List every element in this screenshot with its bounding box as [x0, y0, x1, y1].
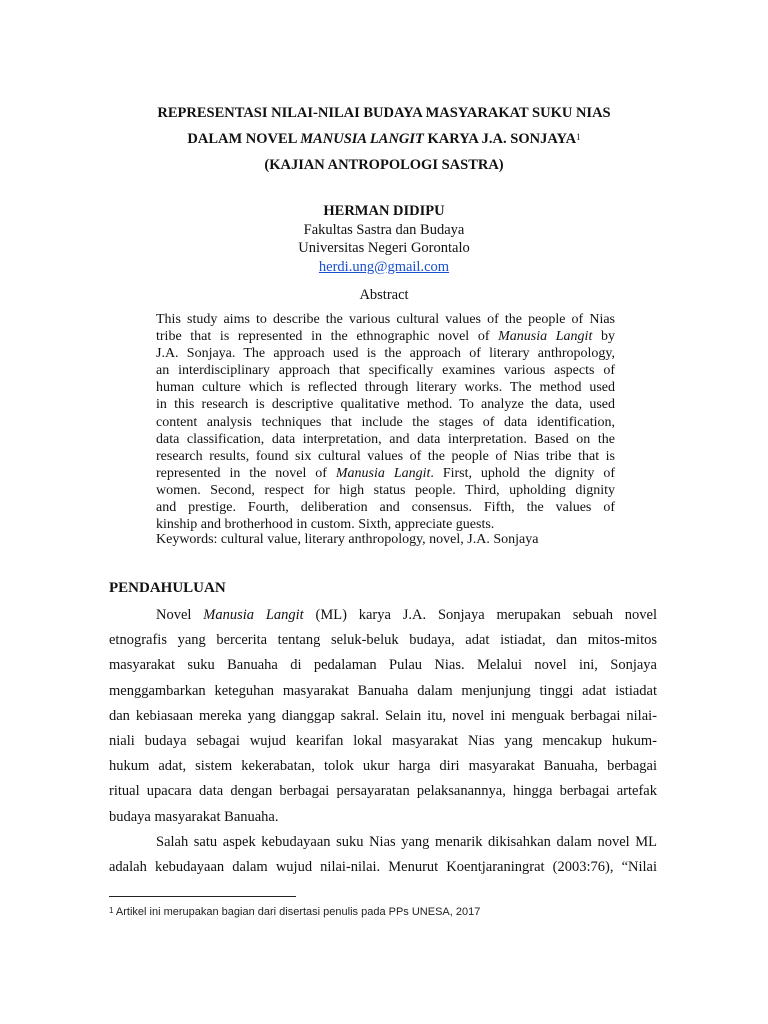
abstract-line: kinship and brotherhood in custom. Sixth, appreciate guests.: [156, 517, 495, 533]
abstract-line: human culture which is reflected through literary works. The method used: [156, 380, 615, 396]
keywords: Keywords: cultural value, literary anthropology, novel, J.A. Sonjaya: [156, 532, 539, 547]
title-novel-name: MANUSIA LANGIT: [300, 131, 424, 147]
abstract-novel-name: Manusia Langit: [498, 329, 593, 345]
title-line-2: [60, 126, 708, 152]
section-heading: PENDAHULUAN: [109, 580, 226, 596]
abstract-line: an interdisciplinary approach that specifically examines various aspects of: [156, 363, 615, 379]
body-line: menggambarkan keteguhan masyarakat Banuaha dalam menjunjung tinggi adat istiadat: [109, 682, 657, 699]
author-email-link[interactable]: herdi.ung@gmail.com: [318, 258, 450, 275]
title-line-1: REPRESENTASI NILAI-NILAI BUDAYA MASYARAKAT SUKU NIAS: [157, 105, 611, 121]
abstract-line: data classification, data interpretation, and data interpretation. Based on the: [156, 431, 615, 447]
abstract-text: represented in the novel of: [156, 465, 336, 481]
abstract-line: research results, found six cultural values of the people of Nias tribe that is: [156, 448, 615, 464]
abstract-line: in this research is descriptive qualitative method. To analyze the data, used: [156, 397, 615, 413]
abstract-line: women. Second, respect for high status people. Third, upholding dignity: [156, 482, 615, 498]
abstract-text: by: [592, 329, 615, 345]
body-text: [109, 603, 657, 880]
body-line: niali budaya sebagai wujud kearifan lokal masyarakat Nias yang mencakup hukum-: [109, 733, 657, 750]
body-line: hukum adat, sistem kekerabatan, tolok ukur harga diri masyarakat Banuaha, berbagai: [109, 758, 657, 775]
body-novel-name: Manusia Langit: [203, 607, 304, 623]
body-text-run: (ML) karya J.A. Sonjaya merupakan sebuah novel: [303, 607, 657, 623]
body-text-run: Novel: [156, 607, 204, 623]
footnote-text: Artikel ini merupakan bagian dari disertasi penulis pada PPs UNESA, 2017: [113, 906, 481, 918]
paper-title: [60, 100, 708, 178]
title-line-2-pre: DALAM NOVEL: [187, 131, 301, 147]
abstract-text: . First, uphold the dignity of: [430, 465, 615, 481]
author-name: HERMAN DIDIPU: [323, 203, 445, 219]
body-line: adalah kebudayaan dalam wujud nilai-nilai. Menurut Koentjaraningrat (2003:76), “Nilai: [109, 859, 657, 876]
body-line: [109, 603, 657, 628]
body-line: etnografis yang bercerita tentang seluk-beluk budaya, adat istiadat, dan mitos-mitos: [109, 632, 657, 649]
abstract-line: and prestige. Fourth, deliberation and consensus. Fifth, the values of: [156, 500, 615, 516]
abstract-line: J.A. Sonjaya. The approach used is the approach of literary anthropology,: [156, 346, 615, 362]
abstract-line: [156, 465, 615, 482]
body-line: budaya masyarakat Banuaha.: [109, 808, 279, 825]
title-footnote-marker[interactable]: 1: [576, 132, 581, 142]
body-line: ritual upacara data dengan berbagai persayaratan pelaksanannya, hingga berbagai artefak: [109, 783, 657, 800]
title-line-2-post: KARYA J.A. SONJAYA: [423, 131, 577, 147]
author-university: Universitas Negeri Gorontalo: [298, 240, 470, 256]
footnote-divider: [109, 896, 296, 897]
author-faculty: Fakultas Sastra dan Budaya: [303, 221, 465, 238]
abstract-line: [156, 328, 615, 345]
abstract-novel-name: Manusia Langit: [335, 465, 431, 481]
body-line: Salah satu aspek kebudayaan suku Nias yang menarik dikisahkan dalam novel ML: [156, 833, 657, 850]
body-line: dan kebiasaan mereka yang dianggap sakral. Selain itu, novel ini menguak berbagai nilai-: [109, 707, 657, 724]
abstract-heading: Abstract: [359, 287, 409, 303]
abstract-body: [156, 311, 615, 533]
author-block: [60, 202, 708, 276]
title-line-3: (KAJIAN ANTROPOLOGI SASTRA): [264, 157, 504, 173]
abstract-text: tribe that is represented in the ethnographic novel of: [156, 329, 499, 345]
footnote: [109, 906, 480, 918]
body-line: masyarakat suku Banuaha di pedalaman Pulau Nias. Melalui novel ini, Sonjaya: [109, 657, 657, 674]
abstract-line: This study aims to describe the various cultural values of the people of Nias: [156, 312, 615, 327]
abstract-line: content analysis techniques that include the stages of data identification,: [156, 414, 615, 430]
footnote-marker: 1: [109, 906, 114, 915]
